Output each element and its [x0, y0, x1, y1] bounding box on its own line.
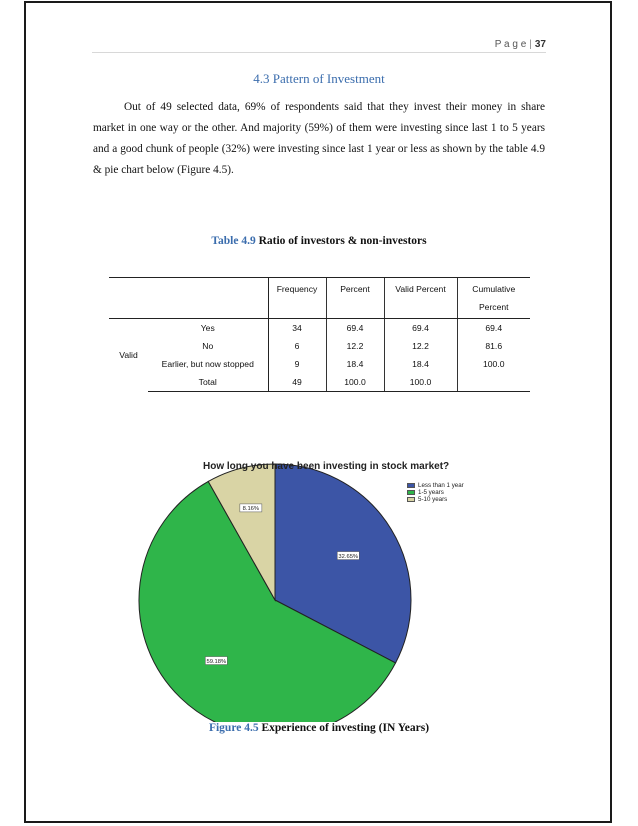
header-rule	[92, 52, 546, 53]
legend-item	[407, 496, 464, 503]
figure-caption-text: Experience of investing (IN Years)	[258, 722, 430, 734]
data-label-text: 8.16%	[242, 506, 260, 513]
col-header-frequency: Frequency	[268, 278, 326, 319]
page-number	[495, 39, 546, 50]
cell-percent: 69.4	[326, 319, 384, 338]
legend-swatch	[407, 483, 415, 488]
cell-frequency: 6	[268, 337, 326, 355]
body-paragraph: Out of 49 selected data, 69% of respondents said that they invest their money in share market in one way or the other. And majority (59%) of them were investing since last 1 to 5 years and a good chunk of people (32%) were investing since last 1 year or less as shown by the table 4.9 & pie chart below (Figure 4.5).	[93, 101, 545, 176]
row-group-label: Valid	[119, 350, 138, 361]
frequency-table	[109, 277, 530, 392]
row-label-yes: Yes	[200, 323, 215, 333]
pie-chart	[131, 460, 477, 722]
chart-title: How long you have been investing in stock market?	[203, 461, 450, 472]
cell-frequency: 34	[268, 319, 326, 338]
cell-cumulative: 69.4	[457, 319, 530, 338]
table-caption	[0, 235, 638, 247]
cell-valid-percent: 12.2	[384, 337, 457, 355]
table-caption-label: Table 4.9	[211, 235, 256, 247]
page-number-value: 37	[534, 39, 546, 50]
col-header-valid-percent: Valid Percent	[384, 278, 457, 319]
figure-caption-label: Figure 4.5	[208, 722, 259, 734]
section-heading: 4.3 Pattern of Investment	[253, 71, 385, 86]
data-label-text: 59.18%	[206, 658, 227, 665]
page-separator: |	[529, 39, 532, 50]
legend-label: Less than 1 year	[418, 482, 464, 489]
cell-percent: 12.2	[326, 337, 384, 355]
table-caption-text: Ratio of investors & non-investors	[255, 235, 427, 247]
col-header-cumulative-percent: Cumulative Percent	[457, 278, 530, 319]
col-header-percent: Percent	[326, 278, 384, 319]
cell-valid-percent: 18.4	[384, 355, 457, 373]
legend-label: 1-5 years	[418, 489, 444, 496]
cell-percent: 18.4	[326, 355, 384, 373]
chart-legend	[407, 482, 464, 503]
row-label-earlier: Earlier, but now stopped	[161, 359, 254, 369]
cell-cumulative	[457, 373, 530, 392]
cell-cumulative: 100.0	[457, 355, 530, 373]
legend-swatch	[407, 497, 415, 502]
cell-valid-percent: 69.4	[384, 319, 457, 338]
page-word: P a g e	[494, 39, 527, 50]
data-label-text: 32.65%	[338, 553, 359, 560]
legend-item	[407, 482, 464, 489]
cell-frequency: 49	[268, 373, 326, 392]
cell-cumulative: 81.6	[457, 337, 530, 355]
slice-data-label	[337, 552, 359, 560]
legend-label: 5-10 years	[418, 496, 448, 503]
cell-valid-percent: 100.0	[384, 373, 457, 392]
row-label-no: No	[202, 341, 214, 351]
slice-data-label	[240, 504, 262, 512]
row-label-total: Total	[148, 373, 268, 392]
cell-percent: 100.0	[326, 373, 384, 392]
legend-swatch	[407, 490, 415, 495]
legend-item	[407, 489, 464, 496]
slice-data-label	[205, 657, 227, 665]
table-corner	[109, 278, 268, 319]
figure-caption	[0, 722, 638, 734]
cell-frequency: 9	[268, 355, 326, 373]
